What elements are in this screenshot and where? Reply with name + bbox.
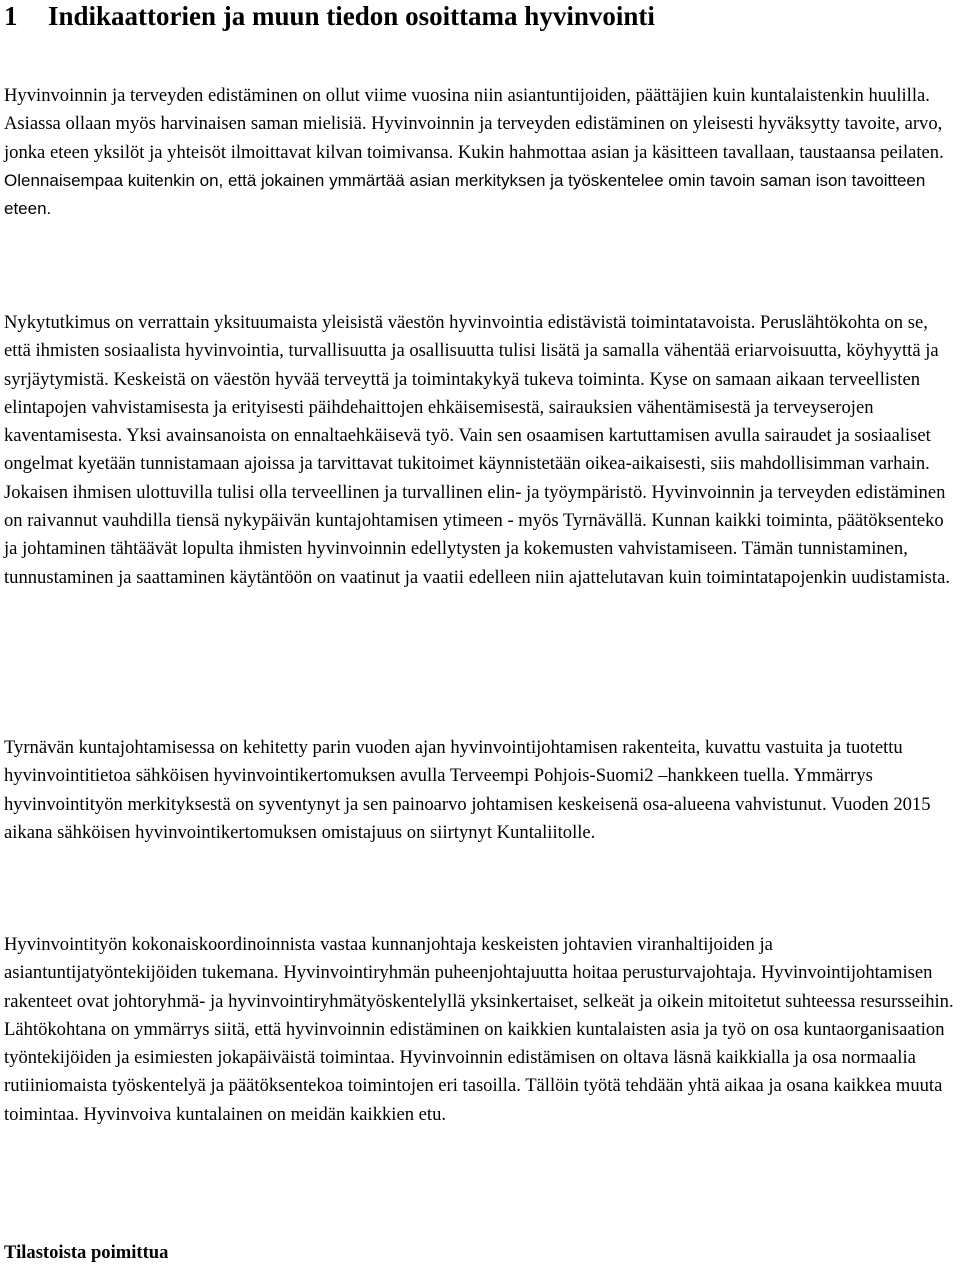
paragraph-intro-part-1: Hyvinvoinnin ja terveyden edistäminen on ollut viime vuosina niin asiantuntijoiden, päättäjien kuin kuntalaistenkin huulilla. Asiassa ollaan myös harvinaisen saman mielisiä. Hyvinvoinnin ja terveyden edistäminen on yleisesti hyväksytty tavoite, arvo, jonka eteen yksilöt ja yhteisöt ilmoittavat kilvan toimivansa. Kukin hahmottaa asian ja käsitteen tavallaan, taustaansa peilaten. xyxy=(4,85,944,163)
paragraph-intro-part-2: Olennaisempaa kuitenkin on, että jokainen ymmärtää asian merkityksen ja työskentelee omin tavoin saman ison tavoitteen eteen. xyxy=(4,170,926,219)
subheading-statistics: Tilastoista poimittua xyxy=(4,1242,169,1263)
paragraph-intro xyxy=(4,82,956,223)
section-title: Indikaattorien ja muun tiedon osoittama hyvinvointi xyxy=(48,1,655,31)
paragraph-coordination: Hyvinvointityön kokonaiskoordinoinnista vastaa kunnanjohtaja keskeisten johtavien viranhaltijoiden ja asiantuntijatyöntekijöiden tukemana. Hyvinvointiryhmän puheenjohtajuutta hoitaa perusturvajohtaja. Hyvinvointijohtamisen rakenteet ovat johtoryhmä- ja hyvinvointiryhmätyöskentelyllä yksinkertaiset, selkeät ja oikein mitoitetut suhteessa resursseihin. Lähtökohtana on ymmärrys siitä, että hyvinvoinnin edistäminen on kaikkien kuntalaisten asia ja työ on osa kuntaorganisaation työntekijöiden ja esimiesten jokapäiväistä toimintaa. Hyvinvoinnin edistämisen on oltava läsnä kaikkialla ja osa normaalia rutiiniomaista työskentelyä ja päätöksentekoa toimintojen eri tasoilla. Tällöin työtä tehdään yhtä aikaa ja osana kaikkea muuta toimintaa. Hyvinvoiva kuntalainen on meidän kaikkien etu. xyxy=(4,934,954,1125)
section-heading xyxy=(4,0,655,32)
paragraph-management: Tyrnävän kuntajohtamisessa on kehitetty parin vuoden ajan hyvinvointijohtamisen rakenteita, kuvattu vastuita ja tuotettu hyvinvointitietoa sähköisen hyvinvointikertomuksen avulla Terveempi Pohjois-Suomi2 –hankkeen tuella. Ymmärrys hyvinvointityön merkityksestä on syventynyt ja sen painoarvo johtamisen keskeisenä osa-alueena vahvistunut. Vuoden 2015 aikana sähköisen hyvinvointikertomuksen omistajuus on siirtynyt Kuntaliitolle. xyxy=(4,737,931,843)
paragraph-research: Nykytutkimus on verrattain yksituumaista yleisistä väestön hyvinvointia edistävistä toimintatavoista. Peruslähtökohta on se, että ihmisten sosiaalista hyvinvointia, turvallisuutta ja osallisuutta tulisi lisätä ja samalla vähentää eriarvoisuutta, köyhyyttä ja syrjäytymistä. Keskeistä on väestön hyvää terveyttä ja toimintakykyä tukeva toiminta. Kyse on samaan aikaan terveellisten elintapojen vahvistamisesta ja erityisesti päihdehaittojen ehkäisemisestä, sairauksien vähentämisestä ja terveyserojen kaventamisesta. Yksi avainsanoista on ennaltaehkäisevä työ. Vain sen osaamisen kartuttamisen avulla sairaudet ja sosiaaliset ongelmat kyetään tunnistamaan ajoissa ja tarvittavat tukitoimet käynnistetään oikea-aikaisesti, siis mahdollisimman varhain. Jokaisen ihmisen ulottuvilla tulisi olla terveellinen ja turvallinen elin- ja työympäristö. Hyvinvoinnin ja terveyden edistäminen on raivannut vauhdilla tiensä nykypäivän kuntajohtamisen ytimeen - myös Tyrnävällä. Kunnan kaikki toiminta, päätöksenteko ja johtaminen tähtäävät lopulta ihmisten hyvinvoinnin edellytysten ja kokemusten vahvistamiseen. Tämän tunnistaminen, tunnustaminen ja saattaminen käytäntöön on vaatinut ja vaatii edelleen niin ajattelutavan kuin toimintatapojenkin uudistamista. xyxy=(4,312,950,588)
section-number: 1 xyxy=(4,1,18,31)
